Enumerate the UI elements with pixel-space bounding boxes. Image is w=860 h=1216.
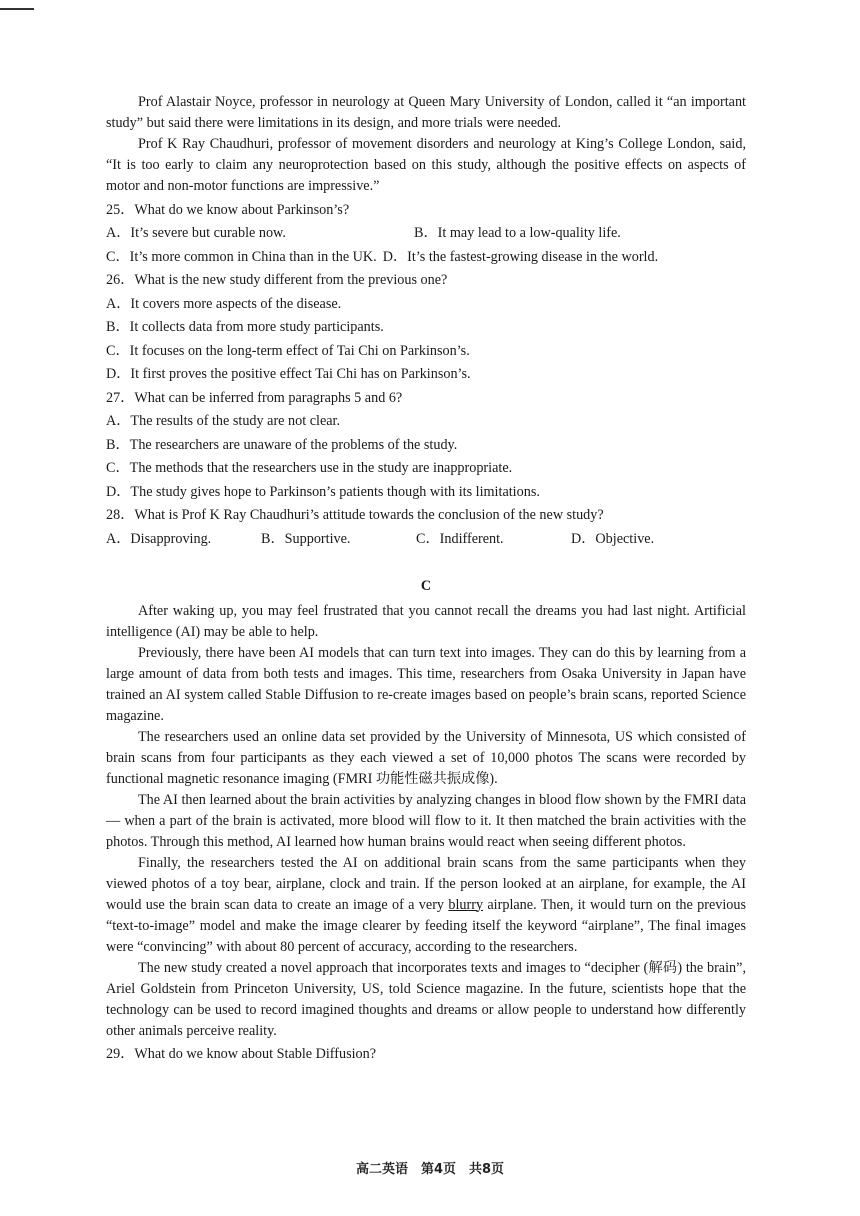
question-stem: 25．What do we know about Parkinson’s?	[106, 201, 350, 218]
question-28	[106, 505, 746, 550]
option-b[interactable]: B．The researchers are unaware of the problems of the study.	[106, 436, 458, 453]
question-27	[106, 388, 746, 503]
options-row	[106, 529, 746, 550]
section-heading: C	[420, 577, 432, 594]
scan-edge-mark	[0, 8, 34, 10]
option-b[interactable]: B．It collects data from more study participants.	[106, 319, 384, 335]
options-row	[106, 223, 746, 244]
option-c[interactable]: C．It focuses on the long-term effect of Tai Chi on Parkinson’s.	[106, 342, 470, 359]
paragraph-c1: After waking up, you may feel frustrated that you cannot recall the dreams you had last night. Artificial intelligence (AI) may be able to help.	[106, 602, 746, 640]
paragraph-c5	[106, 853, 746, 958]
option-a[interactable]: A．The results of the study are not clear.	[106, 413, 341, 429]
exam-page-body	[106, 92, 746, 1065]
options-row	[106, 247, 746, 268]
option-c[interactable]: C．It’s more common in China than in the UK.	[106, 248, 377, 265]
option-d[interactable]: D．Objective.	[571, 530, 655, 547]
paragraph-c3: The researchers used an online data set provided by the University of Minnesota, US which consisted of brain scans from four participants as they each viewed a set of 10,000 photos The scans were recorded by functional magnetic resonance imaging (FMRI 功能性磁共振成像).	[106, 728, 746, 787]
question-stem: 26．What is the new study different from the previous one?	[106, 272, 448, 288]
option-b[interactable]: B．It may lead to a low-quality life.	[414, 225, 621, 241]
option-c[interactable]: C．The methods that the researchers use in the study are inappropriate.	[106, 460, 513, 476]
option-a[interactable]: A．It covers more aspects of the disease.	[106, 295, 342, 312]
question-stem: 28．What is Prof K Ray Chaudhuri’s attitude towards the conclusion of the new study?	[106, 507, 604, 523]
option-c[interactable]: C．Indifferent.	[416, 530, 504, 547]
option-a[interactable]: A．It’s severe but curable now.	[106, 225, 286, 241]
option-d[interactable]: D．It’s the fastest-growing disease in the world.	[382, 248, 659, 265]
question-29-stem: 29．What do we know about Stable Diffusion?	[106, 1046, 377, 1062]
option-b[interactable]: B．Supportive.	[261, 530, 351, 547]
paragraph-text: Finally, the researchers tested the AI on additional brain scans from the same participants when they viewed photos of a toy bear, airplane, clock and train. If the person looked at an airplane, for example, the AI would use the brain scan data to create an image of a very	[106, 854, 746, 913]
option-d[interactable]: D．The study gives hope to Parkinson’s patients though with its limitations.	[106, 483, 540, 500]
paragraph-noyce: Prof Alastair Noyce, professor in neurology at Queen Mary University of London, called it “an important study” but said there were limitations in its design, and more trials were needed.	[106, 94, 746, 131]
option-a[interactable]: A．Disapproving.	[106, 530, 212, 547]
paragraph-chaudhuri: Prof K Ray Chaudhuri, professor of movement disorders and neurology at King’s College London, said, “It is too early to claim any neuroprotection based on this study, although the positive effects on aspects of motor and non-motor functions are impressive.”	[106, 136, 746, 194]
option-d[interactable]: D．It first proves the positive effect Tai Chi has on Parkinson’s.	[106, 366, 471, 382]
paragraph-text: airplane. Then, it would turn on the previous “text-to-image” model and make the image clearer by feeding itself the keyword “airplane”, The final images were “convincing” with about 80 percent of accuracy, according to the researchers.	[106, 896, 746, 955]
question-stem: 27．What can be inferred from paragraphs 5 and 6?	[106, 389, 403, 406]
page-footer: 高二英语 第4页 共8页	[355, 1162, 505, 1177]
paragraph-c6: The new study created a novel approach that incorporates texts and images to “decipher (解码) the brain”, Ariel Goldstein from Princeton University, US, told Science magazine. In the future, scientists hope that the technology can be used to record imagined thoughts and dreams or allow people to understand how differently other animals perceive reality.	[106, 959, 746, 1039]
question-25	[106, 200, 746, 268]
paragraph-c2: Previously, there have been AI models that can turn text into images. They can do this by learning from a large amount of data from both tests and images. This time, researchers from Osaka University in Japan have trained an AI system called Stable Diffusion to re-create images based on people’s brain scans, reported Science magazine.	[106, 644, 746, 724]
underlined-word: blurry	[448, 896, 484, 913]
paragraph-c4: The AI then learned about the brain activities by analyzing changes in blood flow shown by the FMRI data — when a part of the brain is activated, more blood will flow to it. It then matched the brain activities with the photos. Through this method, AI learned how human brains would react when seeing different photos.	[106, 791, 746, 850]
question-26	[106, 270, 746, 385]
